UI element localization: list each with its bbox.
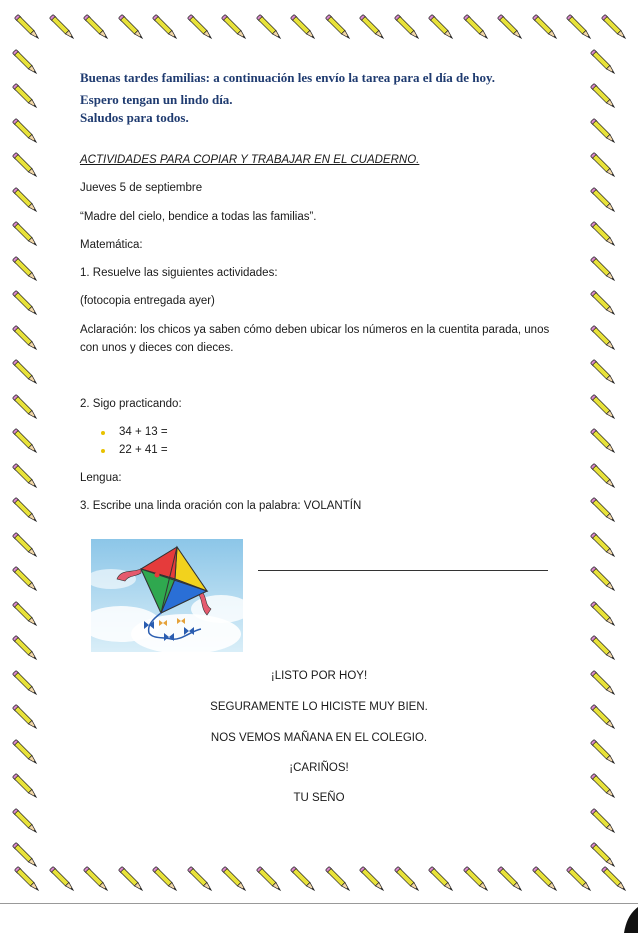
activity-3: 3. Escribe una linda oración con la palabra: VOLANTÍN	[80, 500, 362, 512]
greeting-line-3: Saludos para todos.	[80, 110, 189, 125]
pencil-icon	[590, 152, 616, 178]
pencil-icon	[12, 359, 38, 385]
pencil-icon	[590, 497, 616, 523]
pencil-icon	[590, 290, 616, 316]
pencil-icon	[566, 14, 592, 40]
pencil-icon	[12, 463, 38, 489]
pencil-icon	[12, 842, 38, 868]
pencil-icon	[325, 14, 351, 40]
pencil-icon	[601, 14, 627, 40]
pencil-icon	[590, 221, 616, 247]
pencil-icon	[590, 394, 616, 420]
pencil-icon	[14, 866, 40, 892]
page-corner-mark	[618, 903, 638, 933]
answer-line	[258, 570, 548, 571]
pencil-icon	[394, 866, 420, 892]
pencil-icon	[590, 49, 616, 75]
pencil-icon	[12, 566, 38, 592]
pencil-icon	[325, 866, 351, 892]
signature: TU SEÑO	[293, 792, 345, 804]
pencil-icon	[497, 866, 523, 892]
pencil-icon	[590, 325, 616, 351]
pencil-icon	[12, 187, 38, 213]
pencil-icon	[590, 463, 616, 489]
pencil-icon	[497, 14, 523, 40]
pencil-icon	[256, 866, 282, 892]
pencil-icon	[12, 601, 38, 627]
pencil-icon	[590, 359, 616, 385]
pencil-icon	[221, 14, 247, 40]
pencil-icon	[463, 14, 489, 40]
clarification-line-2: con unos y dieces con dieces.	[80, 342, 234, 354]
pencil-icon	[590, 187, 616, 213]
pencil-icon	[12, 290, 38, 316]
pencil-icon	[463, 866, 489, 892]
pencil-icon	[152, 14, 178, 40]
pencil-icon	[290, 866, 316, 892]
activity-1-note: (fotocopia entregada ayer)	[80, 295, 215, 307]
kite-icon	[91, 539, 243, 652]
pencil-icon	[152, 866, 178, 892]
closing-line-2: SEGURAMENTE LO HICISTE MUY BIEN.	[210, 701, 428, 713]
pencil-icon	[428, 866, 454, 892]
pencil-icon	[12, 49, 38, 75]
pencil-icon	[12, 428, 38, 454]
pencil-icon	[590, 532, 616, 558]
pencil-icon	[601, 866, 627, 892]
pencil-icon	[359, 14, 385, 40]
pencil-icon	[12, 118, 38, 144]
pencil-icon	[49, 866, 75, 892]
closing-line-3: NOS VEMOS MAÑANA EN EL COLEGIO.	[210, 732, 428, 744]
pencil-icon	[590, 118, 616, 144]
pencil-icon	[12, 394, 38, 420]
pencil-icon	[428, 14, 454, 40]
pencil-icon	[590, 601, 616, 627]
greeting-line-1: Buenas tardes familias: a continuación les envío la tarea para el día de hoy.	[80, 70, 496, 85]
sum-item: 22 + 41 =	[119, 444, 168, 456]
pencil-icon	[49, 14, 75, 40]
pencil-icon	[12, 83, 38, 109]
closing-line-1: ¡LISTO POR HOY!	[270, 670, 368, 682]
pencil-icon	[590, 635, 616, 661]
pencil-icon	[187, 866, 213, 892]
clarification-line-1: Aclaración: los chicos ya saben cómo deben ubicar los números en la cuentita parada, unos	[80, 324, 550, 336]
pencil-icon	[359, 866, 385, 892]
pencil-icon	[590, 842, 616, 868]
pencil-icon	[12, 256, 38, 282]
date-text: Jueves 5 de septiembre	[80, 182, 203, 194]
pencil-icon	[590, 256, 616, 282]
greeting-line-2: Espero tengan un lindo día.	[80, 92, 233, 107]
pencil-icon	[83, 866, 109, 892]
pencil-icon	[221, 866, 247, 892]
activity-2: 2. Sigo practicando:	[80, 398, 182, 410]
pencil-icon	[118, 866, 144, 892]
closing-line-4: ¡CARIÑOS!	[289, 762, 349, 774]
pencil-icon	[12, 532, 38, 558]
pencil-icon	[590, 808, 616, 834]
pencil-icon	[590, 428, 616, 454]
activities-heading: ACTIVIDADES PARA COPIAR Y TRABAJAR EN EL CUADERNO.	[80, 154, 420, 166]
pencil-icon	[566, 866, 592, 892]
activity-1: 1. Resuelve las siguientes actividades:	[80, 267, 278, 279]
pencil-icon	[14, 14, 40, 40]
pencil-icon	[12, 808, 38, 834]
pencil-icon	[256, 14, 282, 40]
pencil-icon	[590, 566, 616, 592]
pencil-icon	[83, 14, 109, 40]
pencil-icon	[12, 497, 38, 523]
pencil-icon	[532, 866, 558, 892]
sum-bullet	[101, 431, 105, 435]
pencil-icon	[12, 152, 38, 178]
pencil-icon	[12, 325, 38, 351]
pencil-icon	[12, 221, 38, 247]
pencil-icon	[532, 14, 558, 40]
pencil-icon	[12, 635, 38, 661]
language-title: Lengua:	[80, 472, 122, 484]
pencil-icon	[394, 14, 420, 40]
pencil-icon	[187, 14, 213, 40]
page-bottom-edge	[0, 903, 638, 904]
prayer-text: “Madre del cielo, bendice a todas las familias”.	[80, 211, 317, 223]
pencil-icon	[590, 83, 616, 109]
pencil-icon	[290, 14, 316, 40]
sum-item: 34 + 13 =	[119, 426, 168, 438]
pencil-icon	[118, 14, 144, 40]
math-title: Matemática:	[80, 239, 143, 251]
sum-bullet	[101, 449, 105, 453]
